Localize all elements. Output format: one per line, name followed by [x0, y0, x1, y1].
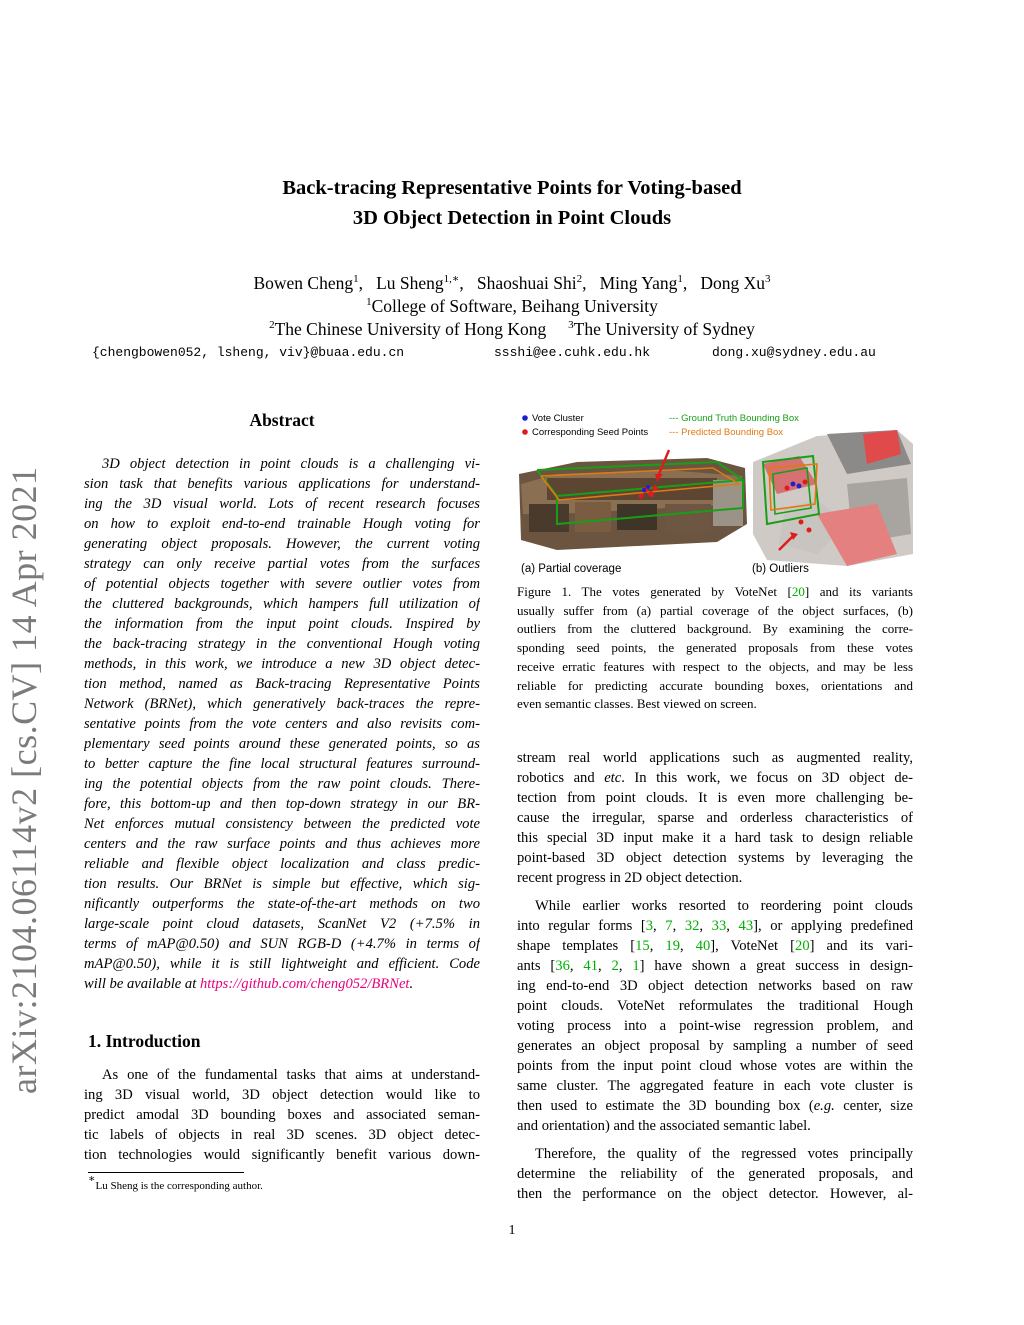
legend-vote-label: Vote Cluster: [532, 413, 584, 424]
citation-link[interactable]: 33: [711, 918, 727, 934]
author-affiliation-mark: 1: [353, 273, 359, 285]
affiliation-name: The University of Sydney: [573, 319, 755, 339]
caption-line: outliers from the cluttered background. By examining the corre-: [517, 621, 913, 637]
author-affiliation-mark: 3: [765, 273, 771, 285]
citation-link[interactable]: 20: [795, 938, 810, 954]
citation-link[interactable]: 41: [583, 958, 598, 974]
author-name: Lu Sheng: [376, 273, 444, 293]
abstract-line: on how to exploit end-to-end trainable Hough voting for: [84, 516, 480, 532]
email-cuhk[interactable]: ssshi@ee.cuhk.edu.hk: [494, 345, 651, 360]
abstract-line: centers and the raw surface points and thus achieves more: [84, 836, 480, 852]
abstract-line: tion results. Our BRNet is simple but effective, which sig-: [84, 876, 480, 892]
citation-link[interactable]: 43: [738, 918, 754, 934]
affiliation-mark: 1: [366, 296, 372, 308]
figure-1-graphic: [517, 404, 913, 580]
abstract-line: the information from the input point clouds. Inspired by: [84, 616, 480, 632]
abstract-line: the cluttered backgrounds, which hampers full utilization of: [84, 596, 480, 612]
abstract-line: sion task that benefits various applications for understand-: [84, 476, 480, 492]
author-affiliation-mark: 1,∗: [443, 273, 460, 285]
abstract-line: methods, in this work, we introduce a new 3D object detec-: [84, 656, 480, 672]
introduction-line: tion technologies would significantly benefit various down-: [84, 1147, 480, 1163]
body-line: and orientation) and the associated semantic label.: [517, 1118, 811, 1134]
abstract-line: strategy can only receive partial votes from the surfaces: [84, 556, 480, 572]
affiliation-name: The Chinese University of Hong Kong: [274, 319, 547, 339]
author-name: Shaoshuai Shi: [476, 273, 577, 293]
author-name: Dong Xu: [700, 273, 766, 293]
footnote-text: Lu Sheng is the corresponding author.: [95, 1180, 263, 1192]
body-line: generates an object proposal by sampling a number of seed: [517, 1038, 913, 1054]
paper-title-line-2: 3D Object Detection in Point Clouds: [352, 207, 672, 229]
arxiv-identifier: arXiv:2104.06114v2 [cs.CV] 14 Apr 2021: [4, 466, 44, 1094]
body-line: voting process into a point-wise regression problem, and: [517, 1018, 913, 1034]
caption-line: receive erratic features with respect to the objects, and may be less: [517, 658, 913, 674]
citation-link[interactable]: 20: [791, 584, 805, 599]
legend-predicted-label: --- Predicted Bounding Box: [669, 427, 784, 438]
abstract-line: to better capture the fine local structural features surround-: [84, 756, 480, 772]
body-line: recent progress in 2D object detection.: [517, 870, 743, 886]
citation-link[interactable]: 40: [695, 938, 711, 954]
citation-link[interactable]: 1: [632, 958, 640, 974]
legend-ground-truth-label: --- Ground Truth Bounding Box: [669, 413, 799, 424]
citation-link[interactable]: 15: [635, 938, 650, 954]
panel-a-label: (a) Partial coverage: [521, 563, 622, 575]
body-line: then used to estimate the 3D bounding box (e.g. center, size: [517, 1098, 913, 1114]
introduction-line: ing 3D visual world, 3D object detection would like to: [84, 1087, 480, 1103]
abstract-line: Network (BRNet), which generatively back-traces the repre-: [84, 696, 480, 712]
body-line: this special 3D input make it a hard task to design reliable: [517, 830, 913, 846]
paper-title-line-1: Back-tracing Representative Points for Voting-based: [282, 177, 742, 199]
author-affiliation-mark: 1: [677, 273, 683, 285]
abstract-line: plementary seed points around these generated points, so as: [84, 736, 480, 752]
email-buaa[interactable]: {chengbowen052, lsheng, viv}@buaa.edu.cn: [92, 345, 405, 360]
abstract-line: reliable and flexible object localization and class predic-: [84, 856, 480, 872]
panel-b-point-cloud: [753, 430, 913, 566]
author-name: Bowen Cheng: [253, 273, 354, 293]
body-line: same cluster. The aggregated feature in each vote cluster is: [517, 1078, 913, 1094]
affiliation-mark: 3: [568, 319, 574, 331]
abstract-line: nificantly outperforms the state-of-the-art methods on two: [84, 896, 480, 912]
body-line: robotics and etc. In this work, we focus on 3D object de-: [517, 770, 913, 786]
abstract-line: Net enforces mutual consistency between the predicted vote: [84, 816, 480, 832]
body-line: While earlier works resorted to reordering point clouds: [535, 898, 913, 914]
author-list: Bowen Cheng$^1$, Lu Sheng$^{1,∗}$, Shaoshuai Shi$^2$, Ming Yang$^1$, Dong Xu$^3$: [253, 273, 771, 293]
caption-line: sponding seed points, the generated proposals from these votes: [517, 640, 913, 656]
body-line: shape templates [15, 19, 40], VoteNet [20] and its vari-: [517, 938, 913, 954]
author-affiliation-mark: 2: [576, 273, 583, 285]
citation-link[interactable]: 32: [684, 918, 700, 934]
caption-line: usually suffer from (a) partial coverage of the object surfaces, (b): [517, 602, 913, 618]
affiliation-line-1: [0, 295, 1024, 318]
abstract-line: ing the 3D visual world. Lots of recent research focuses: [84, 496, 480, 512]
citation-link[interactable]: 2: [611, 958, 619, 974]
citation-link[interactable]: 36: [555, 958, 570, 974]
panel-b-label: (b) Outliers: [752, 563, 809, 575]
right-column-body: [517, 748, 913, 1204]
abstract-line: ing the potential objects from the raw point clouds. There-: [84, 776, 480, 792]
abstract-line: tion method, named as Back-tracing Representative Points: [84, 676, 480, 692]
caption-line: even semantic classes. Best viewed on screen.: [517, 696, 757, 712]
introduction-heading: 1. Introduction: [88, 1031, 201, 1051]
abstract-line: mAP@0.50), while it is still lightweight and efficient. Code: [84, 956, 480, 972]
introduction-body: [84, 1065, 480, 1165]
abstract-line: [84, 974, 480, 994]
abstract-line: of potential objects together with severe outlier votes from: [84, 576, 480, 592]
abstract-line: generating object proposals. However, the current voting: [84, 536, 480, 552]
body-line: cause the irregular, sparse and orderless characteristics of: [517, 810, 913, 826]
figure-1-caption: [517, 583, 913, 714]
affiliation-mark: 2: [269, 319, 275, 331]
caption-line: reliable for predicting accurate bounding boxes, orientations and: [517, 677, 913, 693]
legend-seed-label: Corresponding Seed Points: [532, 427, 649, 438]
body-line: Therefore, the quality of the regressed votes principally: [535, 1146, 913, 1162]
footnote: [88, 1173, 263, 1192]
body-line: points from the input point cloud whose votes are within the: [517, 1058, 913, 1074]
affiliation-line-2: [0, 318, 1024, 341]
citation-link[interactable]: 7: [665, 918, 673, 934]
citation-link[interactable]: 3: [645, 918, 654, 934]
legend-vote-marker: [522, 415, 528, 421]
body-line: point-based 3D object detection systems by leveraging the: [517, 850, 913, 866]
email-sydney[interactable]: dong.xu@sydney.edu.au: [712, 345, 876, 360]
panel-a-point-cloud: [519, 450, 747, 550]
abstract-line: the back-tracing strategy in the conventional Hough voting: [84, 636, 480, 652]
abstract-text: will be available at: [84, 976, 200, 992]
abstract-line: fore, this bottom-up and then top-down strategy in our BR-: [84, 796, 480, 812]
code-link[interactable]: https://github.com/cheng052/BRNet: [199, 976, 410, 992]
abstract-line: sentative points from the vote centers and also revisits com-: [84, 716, 480, 732]
abstract-heading: Abstract: [249, 410, 315, 430]
abstract-text: .: [409, 976, 414, 992]
introduction-line: As one of the fundamental tasks that aims at understand-: [102, 1067, 480, 1083]
body-line: ants [36, 41, 2, 1] have shown a great success in design-: [517, 958, 913, 974]
body-line: tection from point clouds. It is even more challenging be-: [517, 790, 913, 806]
page-number: 1: [508, 1223, 516, 1238]
figure-1: [517, 404, 913, 580]
body-line: ing end-to-end 3D object detection networks based on raw: [517, 978, 913, 994]
abstract-line: 3D object detection in point clouds is a challenging vi-: [102, 456, 480, 472]
introduction-line: tic labels of objects in real 3D scenes. 3D object detec-: [84, 1127, 480, 1143]
body-line: point clouds. VoteNet reformulates the traditional Hough: [517, 998, 913, 1014]
introduction-line: predict amodal 3D bounding boxes and associated seman-: [84, 1107, 480, 1123]
caption-line: Figure 1. The votes generated by VoteNet [20] and its variants: [517, 584, 913, 599]
body-line: into regular forms [3, 7, 32, 33, 43], or applying predefined: [517, 918, 913, 934]
author-name: Ming Yang: [599, 273, 678, 293]
citation-link[interactable]: 19: [665, 938, 680, 954]
body-line: then the performance on the object detector. However, al-: [517, 1186, 913, 1202]
abstract-body: [84, 454, 480, 994]
affiliation-name: College of Software, Beihang University: [371, 296, 658, 316]
footnote-mark: ∗: [88, 1173, 96, 1185]
body-line: stream real world applications such as augmented reality,: [517, 750, 913, 766]
legend-seed-marker: [522, 429, 528, 435]
body-line: determine the reliability of the generated proposals, and: [517, 1166, 913, 1182]
footnote-rule: [88, 1172, 244, 1173]
abstract-line: large-scale point cloud datasets, ScanNet V2 (+7.5% in: [84, 916, 480, 932]
abstract-line: terms of mAP@0.50) and SUN RGB-D (+4.7% in terms of: [84, 936, 480, 952]
